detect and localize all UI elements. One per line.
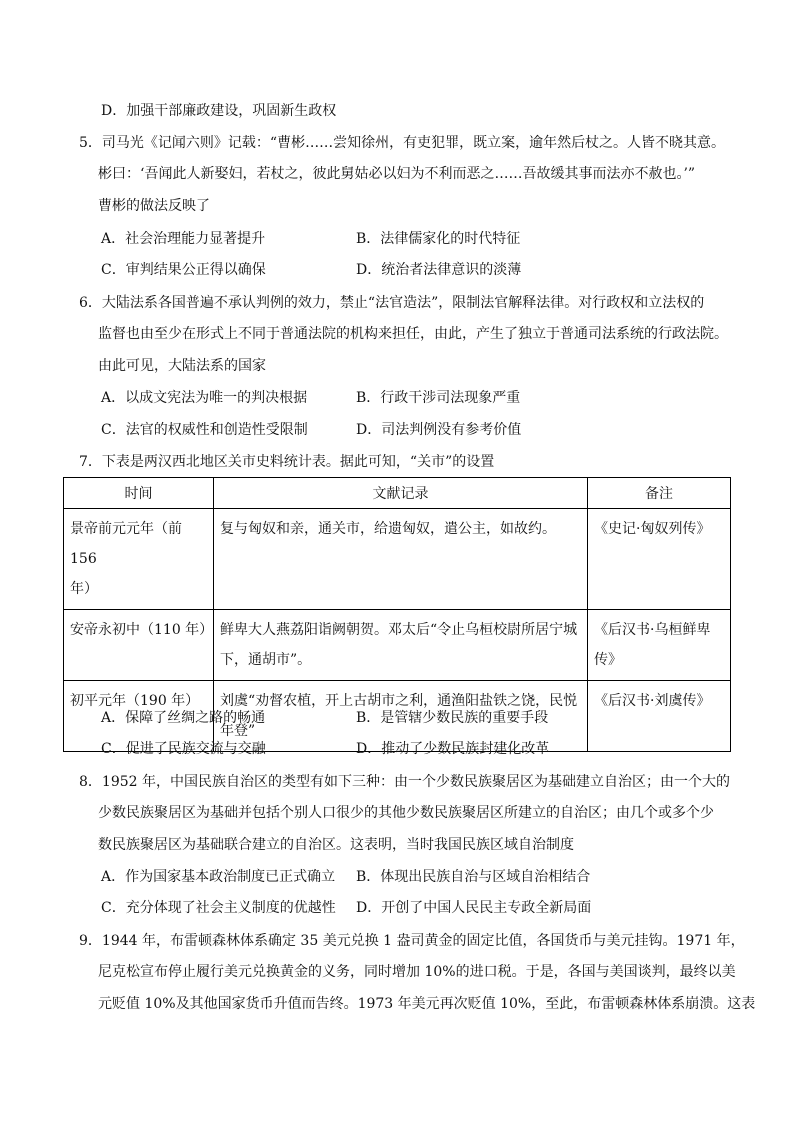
table-cell-time: 安帝永初中（110 年） (64, 610, 214, 681)
q9-stem-line: 元贬值 10%及其他国家货币升值而告终。1973 年美元再次贬值 10%，至此，布雷顿森林体系崩溃。这表 (98, 996, 756, 1012)
q9-stem-line: 9．1944 年，布雷顿森林体系确定 35 美元兑换 1 盎司黄金的固定比值，各国货币与美元挂钩。1971 年， (79, 933, 745, 949)
table-header-note: 备注 (588, 478, 731, 509)
q5-stem-line: 彬曰：‘吾闻此人新娶妇，若杖之，彼此舅姑必以妇为不利而恶之……吾故缓其事而法亦不赦也。’” (98, 166, 696, 182)
q8-option-d: D．开创了中国人民民主专政全新局面 (356, 900, 592, 916)
table-row (64, 509, 731, 610)
q8-option-b: B．体现出民族自治与区域自治相结合 (356, 869, 591, 885)
table-cell-time: 景帝前元元年（前 156 年） (64, 509, 214, 610)
table-header-time: 时间 (64, 478, 214, 509)
q7-stem-line: 7．下表是两汉西北地区关市史料统计表。据此可知，“关市”的设置 (79, 454, 495, 470)
q6-option-b: B．行政干涉司法现象严重 (356, 390, 521, 406)
table-cell-record: 复与匈奴和亲，通关市，给遗匈奴，遣公主，如故约。 (214, 509, 588, 610)
q8-stem-line: 少数民族聚居区为基础并包括个别人口很少的其他少数民族聚居区所建立的自治区；由几个或多个少 (98, 805, 714, 821)
q5-stem-line: 5．司马光《记闻六则》记载：“曹彬……尝知徐州，有吏犯罪，既立案，逾年然后杖之。人皆不晓其意。 (79, 135, 726, 151)
table-cell-time: 初平元年（190 年） (64, 681, 214, 752)
q5-option-c: C．审判结果公正得以确保 (101, 262, 266, 278)
q8-option-a: A．作为国家基本政治制度已正式确立 (101, 869, 336, 885)
q6-stem-line: 6．大陆法系各国普遍不承认判例的效力，禁止“法官造法”，限制法官解释法律。对行政权和立法权的 (79, 295, 705, 311)
table-cell-record: 鲜卑大人燕荔阳诣阙朝贺。邓太后“令止乌桓校尉所居宁城 下，通胡市”。 (214, 610, 588, 681)
q6-stem-line: 监督也由至少在形式上不同于普通法院的机构来担任，由此，产生了独立于普通司法系统的行政法院。 (98, 326, 728, 342)
q8-stem-line: 数民族聚居区为基础联合建立的自治区。这表明，当时我国民族区域自治制度 (98, 837, 574, 853)
q8-stem-line: 8．1952 年，中国民族自治区的类型有如下三种：由一个少数民族聚居区为基础建立自治区；由一个大的 (79, 774, 730, 790)
q5-stem-line: 曹彬的做法反映了 (98, 198, 210, 214)
table-cell-note: 《后汉书·乌桓鲜卑 传》 (588, 610, 731, 681)
q7-option-c: C．促进了民族交流与交融 (101, 741, 266, 757)
table-cell-note: 《史记·匈奴列传》 (588, 509, 731, 610)
q9-stem-line: 尼克松宣布停止履行美元兑换黄金的义务，同时增加 10%的进口税。于是，各国与美国谈判，最终以美 (98, 964, 736, 980)
q6-option-a: A．以成文宪法为唯一的判决根据 (101, 390, 308, 406)
table-cell-note: 《后汉书·刘虞传》 (588, 681, 731, 752)
table-row (64, 610, 731, 681)
table-header-row (64, 478, 731, 509)
q6-option-c: C．法官的权威性和创造性受限制 (101, 422, 308, 438)
q5-option-b: B．法律儒家化的时代特征 (356, 231, 521, 247)
table-header-record: 文献记录 (214, 478, 588, 509)
q7-option-a: A．保障了丝绸之路的畅通 (101, 710, 266, 726)
q6-stem-line: 由此可见，大陆法系的国家 (98, 358, 266, 374)
q6-option-d: D．司法判例没有参考价值 (356, 422, 522, 438)
q5-option-d: D．统治者法律意识的淡薄 (356, 262, 522, 278)
q4-option-d: D．加强干部廉政建设，巩固新生政权 (101, 103, 337, 119)
q7-option-d: D．推动了少数民族封建化改革 (356, 741, 550, 757)
q5-option-a: A．社会治理能力显著提升 (101, 231, 266, 247)
q7-option-b: B．是管辖少数民族的重要手段 (356, 710, 549, 726)
q8-option-c: C．充分体现了社会主义制度的优越性 (101, 900, 336, 916)
table-cell-record: 刘虞“劝督农植，开上古胡市之利，通渔阳盐铁之饶，民悦 年登” (214, 681, 588, 752)
